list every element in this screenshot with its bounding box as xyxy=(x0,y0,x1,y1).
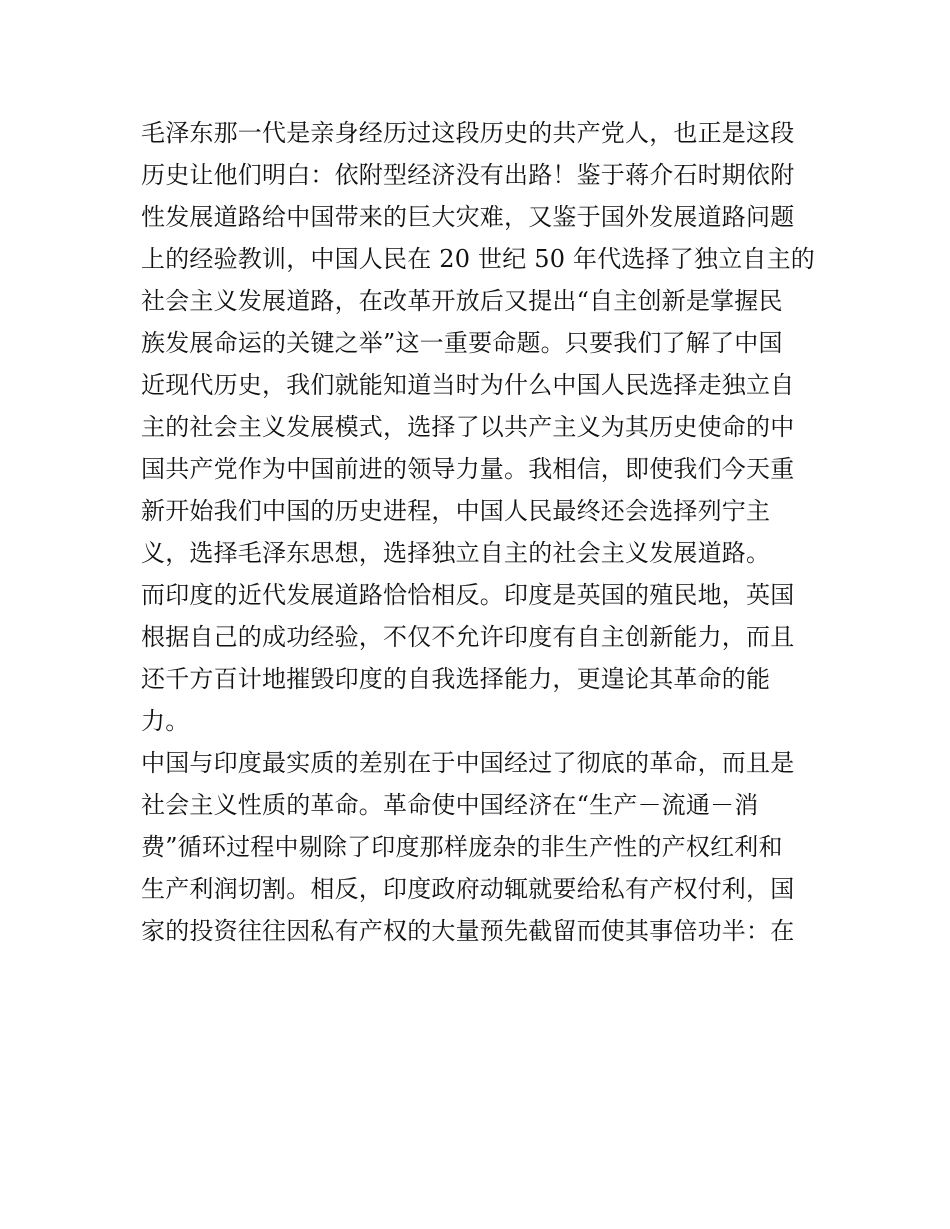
text-line: 生产利润切割。相反，印度政府动辄就要给私有产权付利，国 xyxy=(141,875,795,903)
text-line: 近现代历史，我们就能知道当时为什么中国人民选择走独立自 xyxy=(141,371,795,399)
text-line: 国共产党作为中国前进的领导力量。我相信，即使我们今天重 xyxy=(141,455,795,483)
text-line: 上的经验教训，中国人民在 20 世纪 50 年代选择了独立自主的 xyxy=(141,245,815,273)
text-line: 社会主义性质的革命。革命使中国经济在“生产－流通－消 xyxy=(141,791,759,819)
text-line: 新开始我们中国的历史进程，中国人民最终还会选择列宁主 xyxy=(141,497,771,525)
text-line: 费”循环过程中剔除了印度那样庞杂的非生产性的产权红利和 xyxy=(141,833,783,861)
text-line: 根据自己的成功经验，不仅不允许印度有自主创新能力，而且 xyxy=(141,623,795,651)
text-line: 义，选择毛泽东思想，选择独立自主的社会主义发展道路。 xyxy=(141,539,771,567)
text-line: 家的投资往往因私有产权的大量预先截留而使其事倍功半：在 xyxy=(141,917,795,945)
body-text xyxy=(141,112,821,952)
text-line: 历史让他们明白：依附型经济没有出路！鉴于蒋介石时期依附 xyxy=(141,161,795,189)
text-line: 社会主义发展道路，在改革开放后又提出“自主创新是掌握民 xyxy=(141,287,783,315)
text-line: 族发展命运的关键之举”这一重要命题。只要我们了解了中国 xyxy=(141,329,783,357)
text-line: 性发展道路给中国带来的巨大灾难，又鉴于国外发展道路问题 xyxy=(141,203,795,231)
text-line: 力。 xyxy=(141,707,190,735)
text-line: 毛泽东那一代是亲身经历过这段历史的共产党人，也正是这段 xyxy=(141,119,795,147)
text-line: 还千方百计地摧毁印度的自我选择能力，更遑论其革命的能 xyxy=(141,665,771,693)
text-line: 中国与印度最实质的差别在于中国经过了彻底的革命，而且是 xyxy=(141,749,795,777)
text-line: 主的社会主义发展模式，选择了以共产主义为其历史使命的中 xyxy=(141,413,795,441)
text-line: 而印度的近代发展道路恰恰相反。印度是英国的殖民地，英国 xyxy=(141,581,795,609)
